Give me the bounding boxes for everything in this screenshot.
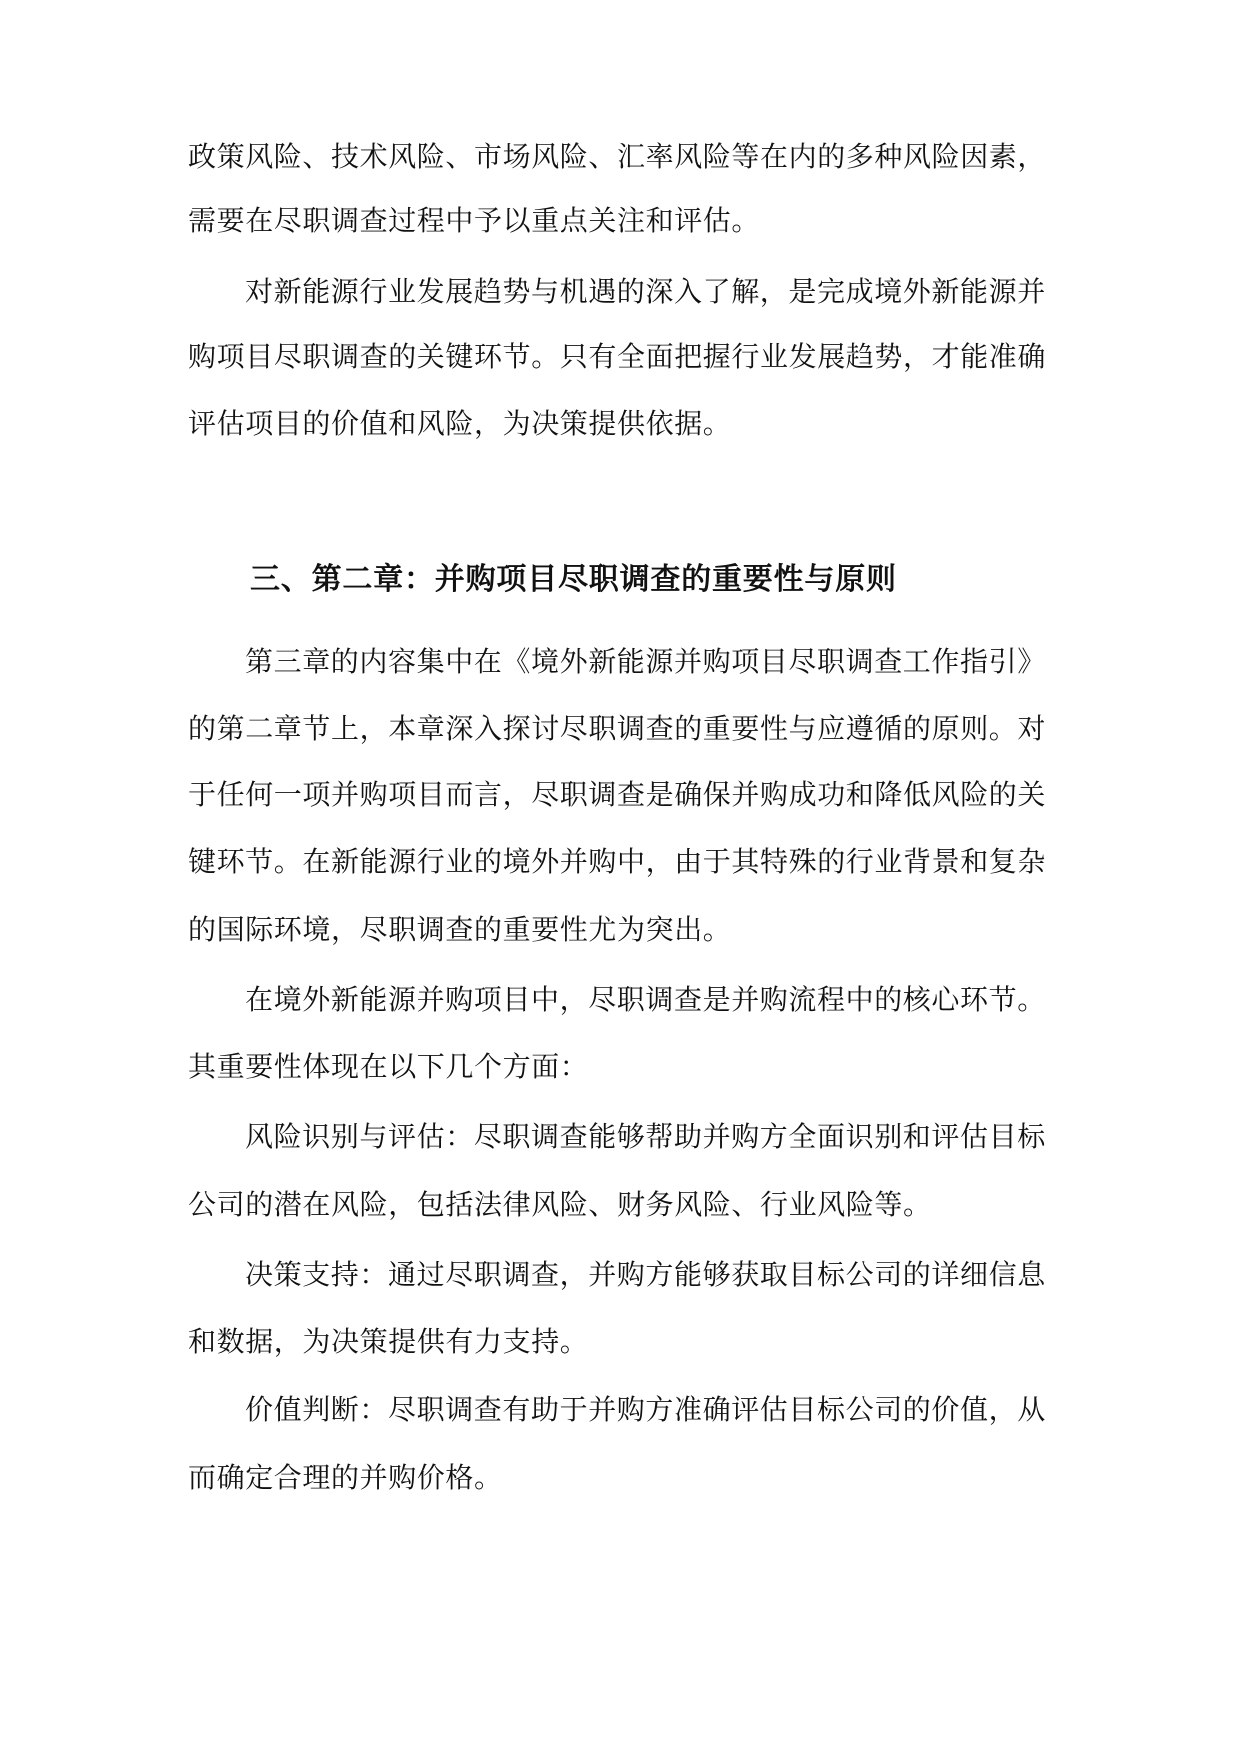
paragraph-line: 购项目尽职调查的关键环节。只有全面把握行业发展趋势，才能准确 xyxy=(188,340,1047,373)
section-heading: 三、第二章：并购项目尽职调查的重要性与原则 xyxy=(250,562,897,597)
paragraph-line: 价值判断：尽职调查有助于并购方准确评估目标公司的价值，从 xyxy=(245,1393,1046,1426)
paragraph-line: 于任何一项并购项目而言，尽职调查是确保并购成功和降低风险的关 xyxy=(188,778,1047,811)
paragraph-line: 评估项目的价值和风险，为决策提供依据。 xyxy=(188,407,732,440)
paragraph-line: 在境外新能源并购项目中，尽职调查是并购流程中的核心环节。 xyxy=(245,983,1046,1016)
paragraph-line: 而确定合理的并购价格。 xyxy=(188,1461,503,1494)
paragraph-line: 政策风险、技术风险、市场风险、汇率风险等在内的多种风险因素， xyxy=(188,140,1047,173)
paragraph-line: 键环节。在新能源行业的境外并购中，由于其特殊的行业背景和复杂 xyxy=(188,845,1047,878)
paragraph-line: 的国际环境，尽职调查的重要性尤为突出。 xyxy=(188,913,732,946)
paragraph-line: 其重要性体现在以下几个方面： xyxy=(188,1050,589,1083)
paragraph-line: 第三章的内容集中在《境外新能源并购项目尽职调查工作指引》 xyxy=(245,645,1046,678)
paragraph-line: 风险识别与评估：尽职调查能够帮助并购方全面识别和评估目标 xyxy=(245,1120,1046,1153)
paragraph-line: 和数据，为决策提供有力支持。 xyxy=(188,1325,589,1358)
paragraph-line: 决策支持：通过尽职调查，并购方能够获取目标公司的详细信息 xyxy=(245,1258,1046,1291)
paragraph-line: 对新能源行业发展趋势与机遇的深入了解，是完成境外新能源并 xyxy=(245,275,1046,308)
paragraph-line: 需要在尽职调查过程中予以重点关注和评估。 xyxy=(188,204,761,237)
paragraph-line: 的第二章节上，本章深入探讨尽职调查的重要性与应遵循的原则。对 xyxy=(188,712,1047,745)
paragraph-line: 公司的潜在风险，包括法律风险、财务风险、行业风险等。 xyxy=(188,1188,932,1221)
